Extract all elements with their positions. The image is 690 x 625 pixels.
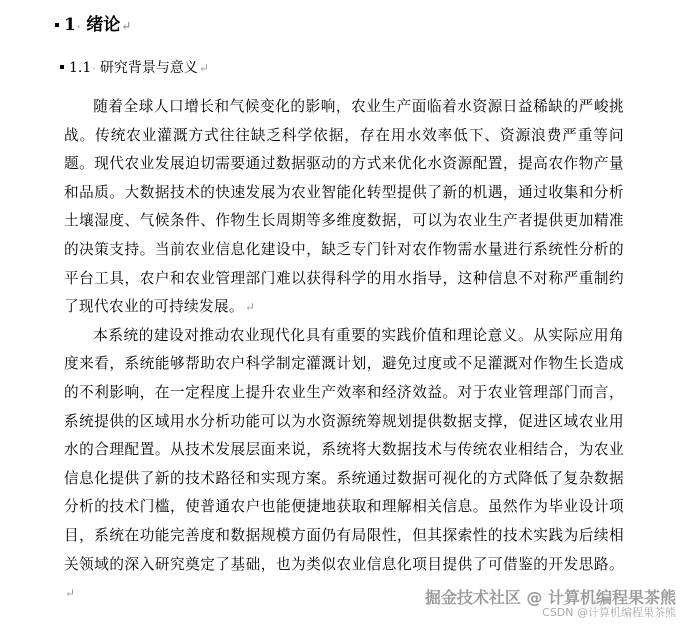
section-title: 研究背景与意义	[99, 60, 198, 76]
paragraph-mark-icon: ↵	[121, 19, 132, 33]
paragraph-text: 随着全球人口增长和气候变化的影响，农业生产面临着水资源日益稀缺的严峻挑战。传统农业灌溉方式往往缺乏科学依据，存在用水效率低下、资源浪费严重等问题。现代农业发展迫切需要通过数据驱动的方式来优化水资源配置，提高农作物产量和品质。大数据技术的快速发展为农业智能化转型提供了新的机遇，通过收集和分析土壤湿度、气候条件、作物生长周期等多维度数据，可以为农业生产者提供更加精准的决策支持。当前农业信息化建设中，缺乏专门针对农作物需水量进行系统性分析的平台工具，农户和农业管理部门难以获得科学的用水指导，这种信息不对称严重制约了现代农业的可持续发展。	[64, 98, 624, 316]
paragraph-text: 本系统的建设对推动农业现代化具有重要的实践价值和理论意义。从实际应用角度来看，系统能够帮助农户科学制定灌溉计划，避免过度或不足灌溉对作物生长造成的不利影响，在一定程度上提升农业生产效率和经济效益。对于农业管理部门而言，系统提供的区域用水分析功能可以为水资源统筹规划提供数据支撑，促进区域农业用水的合理配置。从技术发展层面来说，系统将大数据技术与传统农业相结合，为农业信息化提供了新的技术路径和实现方案。系统通过数据可视化的方式降低了复杂数据分析的技术门槛，使普通农户也能便捷地获取和理解相关信息。虽然作为毕业设计项目，系统在功能完善度和数据规模方面仍有局限性，但其探索性的技术实践为后续相关领域的深入研究奠定了基础，也为类似农业信息化项目提供了可借鉴的开发思路。	[64, 326, 624, 573]
paragraph	[64, 93, 624, 322]
paragraph	[64, 322, 624, 608]
section-number: 1.1	[69, 60, 92, 76]
paragraph-mark-icon: ↵	[244, 300, 256, 315]
heading-bullet-icon	[55, 23, 59, 27]
watermark	[425, 589, 676, 619]
chapter-number: 1	[64, 15, 76, 35]
body-text	[64, 93, 624, 608]
paragraph-mark-icon: ↵	[65, 586, 76, 601]
chapter-heading: 1· 绪论↵	[55, 14, 131, 39]
chapter-title: 绪论	[86, 15, 121, 35]
watermark-main: 掘金技术社区 @ 计算机编程果茶熊	[424, 588, 676, 607]
section-heading: 1.1· 研究背景与意义↵	[60, 58, 209, 80]
heading-bullet-icon	[60, 65, 64, 69]
paragraph-mark-icon: ↵	[198, 61, 209, 75]
watermark-sub: CSDN @计算机编程果茶熊	[542, 606, 676, 619]
